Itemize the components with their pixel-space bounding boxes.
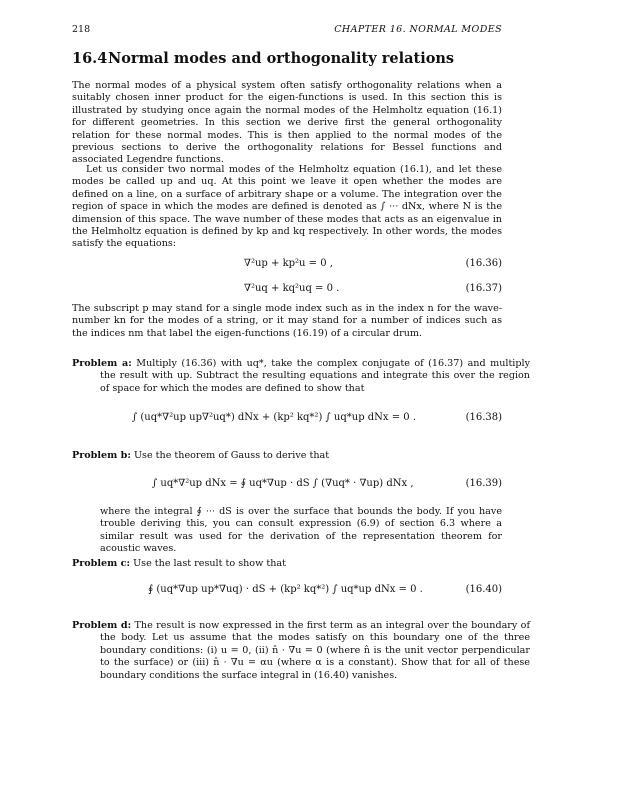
equation-16-39 (72, 478, 502, 496)
equation-tag: (16.39) (465, 478, 502, 489)
running-header (72, 24, 502, 38)
problem-text: where the integral ∮ ··· dS is over the surface that bounds the body. If you have trouble deriving this, you can consult expression (6.9) of section 6.3 where a similar result was used for the derivation of the representation theorem for acoustic waves. (100, 506, 502, 555)
equation-body: ∮ (uq*∇up up*∇uq) · dS + (kp² kq*²) ∫ uq*up dNx = 0 . (148, 584, 423, 595)
section-heading (72, 50, 502, 67)
problem-b (72, 450, 502, 462)
equation-tag: (16.38) (465, 412, 502, 423)
problem-text: Use the last result to show that (133, 558, 286, 569)
problem-b-followup (72, 506, 502, 556)
equation-body: ∇²uq + kq²uq = 0 . (244, 283, 340, 294)
problem-text: Use the theorem of Gauss to derive that (133, 450, 330, 461)
equation-tag: (16.37) (465, 283, 502, 294)
problem-label: Problem a: (72, 358, 132, 369)
problem-text: The result is now expressed in the first term as an integral over the boundary of the body. Let us assume that the modes satisfy on this boundary one of the three boundary conditions: (i) u = 0, (ii) n̂ · ∇u = 0 (where n̂ is the unit vector perpendicular to the surface) or (iii) n̂ · ∇u = αu (where α is a constant). Show that for all of these boundary conditions the surface integral in (16.40) vanishes. (100, 620, 530, 681)
paragraph-intro: The normal modes of a physical system often satisfy orthogonality relations when a suitably chosen inner product for the eigen-functions is used. In this section this is illustrated by studying once again the normal modes of the Helmholtz equation (16.1) for different geometries. In this section we derive first the general orthogonality relation for these normal modes. This is then applied to the normal modes of the previous sections to derive the orthogonality relations for Bessel functions and associated Legendre functions. (72, 80, 502, 166)
problem-label: Problem d: (72, 620, 132, 631)
equation-body: ∫ uq*∇²up dNx = ∮ uq*∇up · dS ∫ (∇uq* · ∇up) dNx , (152, 478, 414, 489)
problem-label: Problem c: (72, 558, 130, 569)
paragraph-subscript: The subscript p may stand for a single mode index such as in the index n for the wave-number kn for the modes of a string, or it may stand for a number of indices such as the indices nm that label the eigen-functions (16.19) of a circular drum. (72, 303, 502, 339)
problem-c (72, 558, 502, 570)
paragraph-modes: Let us consider two normal modes of the Helmholtz equation (16.1), and let these modes be called up and uq. At this point we leave it open whether the modes are defined on a line, on a surface of arbitrary shape or a volume. The integration over the region of space in which the modes are defined is denoted as ∫ ··· dNx, where N is the dimension of this space. The wave number of these modes that acts as an eigenvalue in the Helmholtz equation is defined by kp and kq respectively. In other words, the modes satisfy the equations: (72, 164, 502, 250)
section-title: Normal modes and orthogonality relations (108, 50, 455, 67)
problem-d (72, 620, 530, 682)
equation-16-40 (72, 584, 502, 602)
equation-16-38 (72, 412, 502, 430)
equation-body: ∇²up + kp²u = 0 , (244, 258, 333, 269)
equation-tag: (16.36) (465, 258, 502, 269)
equation-16-36 (72, 258, 502, 276)
section-number: 16.4 (72, 50, 108, 67)
equation-16-37 (72, 283, 502, 301)
equation-body: ∫ (uq*∇²up up∇²uq*) dNx + (kp² kq*²) ∫ uq*up dNx = 0 . (132, 412, 417, 423)
chapter-title: CHAPTER 16. NORMAL MODES (334, 24, 502, 35)
problem-a (72, 358, 530, 395)
problem-label: Problem b: (72, 450, 131, 461)
equation-tag: (16.40) (465, 584, 502, 595)
page-number: 218 (72, 24, 91, 35)
problem-text: Multiply (16.36) with uq*, take the complex conjugate of (16.37) and multiply the result with up. Subtract the resulting equations and integrate this over the region of space for which the modes are defined to show that (100, 358, 531, 394)
